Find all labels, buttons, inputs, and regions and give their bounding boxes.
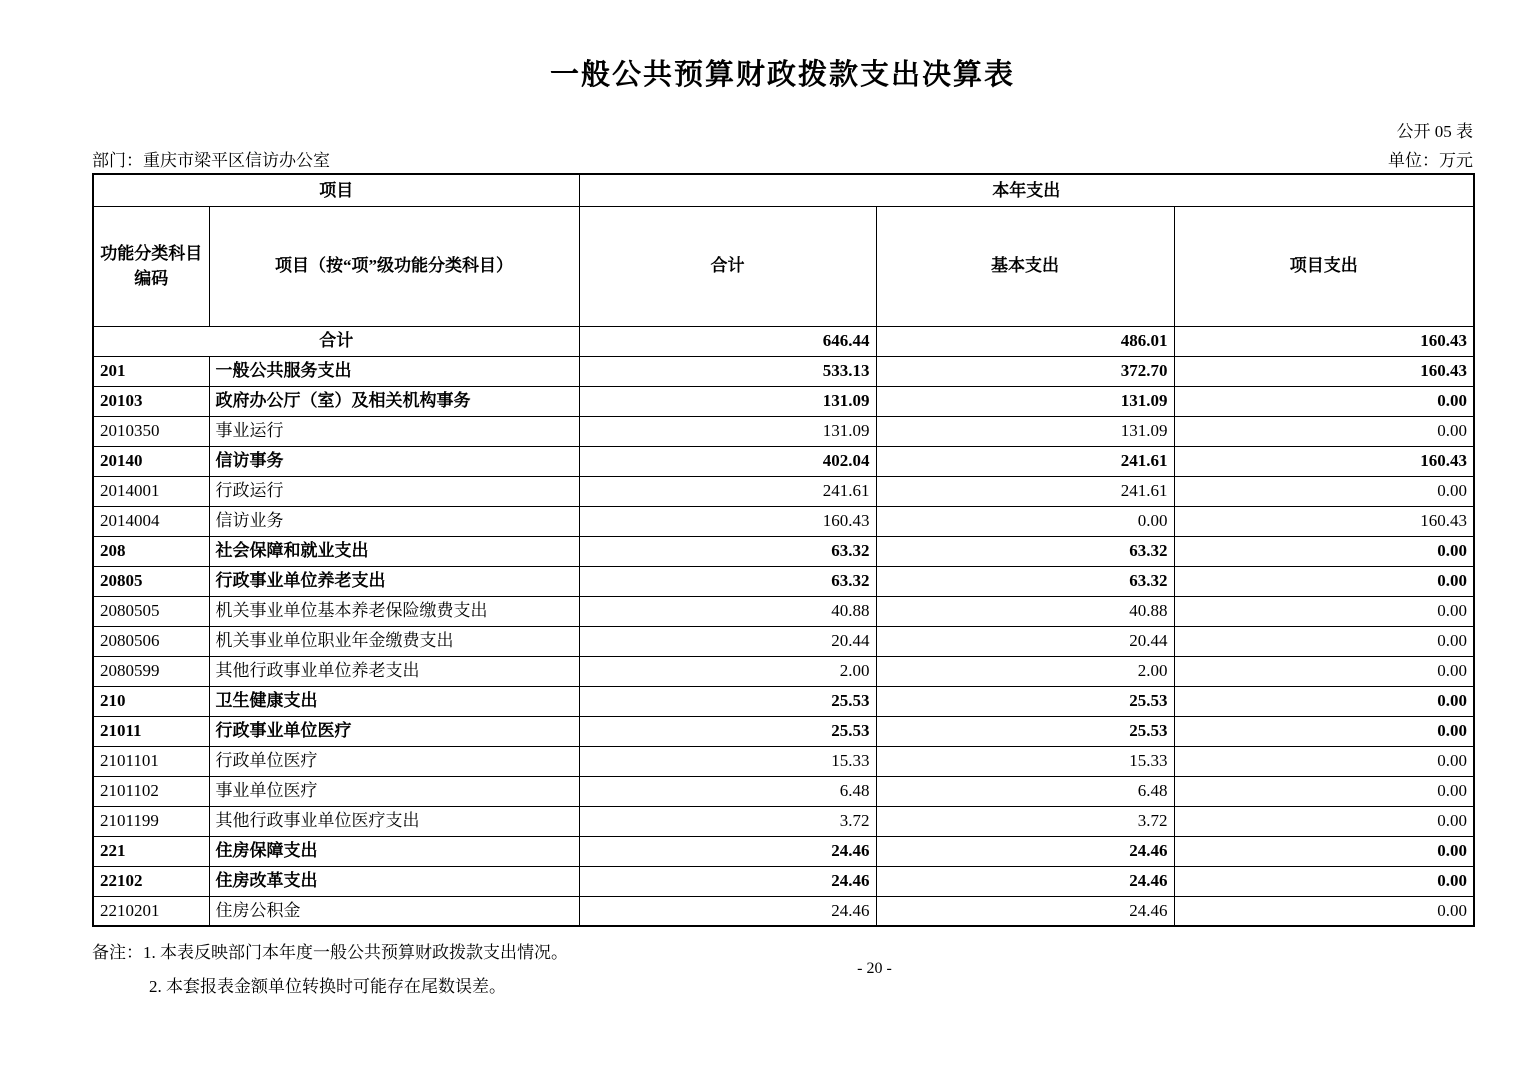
header-group-row [93, 174, 1474, 206]
row-name: 事业运行 [209, 416, 579, 446]
row-total: 24.46 [579, 866, 876, 896]
row-total: 241.61 [579, 476, 876, 506]
table-row [93, 416, 1474, 446]
row-code: 2101199 [93, 806, 209, 836]
header-columns-row [93, 206, 1474, 326]
table-row [93, 566, 1474, 596]
row-basic: 63.32 [876, 566, 1174, 596]
row-name: 社会保障和就业支出 [209, 536, 579, 566]
row-name: 信访业务 [209, 506, 579, 536]
table-row [93, 866, 1474, 896]
row-name: 行政事业单位养老支出 [209, 566, 579, 596]
row-project: 0.00 [1174, 896, 1474, 926]
row-project: 0.00 [1174, 536, 1474, 566]
table-row [93, 656, 1474, 686]
total-row-label: 合计 [93, 326, 579, 356]
row-name: 一般公共服务支出 [209, 356, 579, 386]
row-project: 160.43 [1174, 506, 1474, 536]
table-meta-row [92, 146, 1473, 171]
row-project: 0.00 [1174, 566, 1474, 596]
row-name: 行政运行 [209, 476, 579, 506]
row-project: 0.00 [1174, 416, 1474, 446]
header-group-current-year: 本年支出 [579, 174, 1474, 206]
table-row [93, 596, 1474, 626]
table-row [93, 386, 1474, 416]
row-code: 22102 [93, 866, 209, 896]
row-name: 其他行政事业单位养老支出 [209, 656, 579, 686]
row-code: 201 [93, 356, 209, 386]
row-basic: 2.00 [876, 656, 1174, 686]
row-basic: 40.88 [876, 596, 1174, 626]
row-code: 20140 [93, 446, 209, 476]
row-project: 0.00 [1174, 776, 1474, 806]
row-name: 住房公积金 [209, 896, 579, 926]
row-project: 0.00 [1174, 386, 1474, 416]
row-total: 40.88 [579, 596, 876, 626]
row-total: 160.43 [579, 506, 876, 536]
row-code: 21011 [93, 716, 209, 746]
table-header [93, 174, 1474, 326]
row-basic: 241.61 [876, 476, 1174, 506]
table-code-label: 公开 05 表 [1396, 122, 1473, 141]
table-row [93, 626, 1474, 656]
total-row-total: 646.44 [579, 326, 876, 356]
row-total: 63.32 [579, 566, 876, 596]
row-total: 131.09 [579, 416, 876, 446]
note-line-2: 2. 本套报表金额单位转换时可能存在尾数误差。 [149, 977, 506, 996]
row-basic: 3.72 [876, 806, 1174, 836]
row-basic: 24.46 [876, 896, 1174, 926]
row-code: 2010350 [93, 416, 209, 446]
header-col-total: 合计 [579, 206, 876, 326]
row-project: 160.43 [1174, 446, 1474, 476]
row-basic: 131.09 [876, 386, 1174, 416]
row-total: 402.04 [579, 446, 876, 476]
row-basic: 25.53 [876, 686, 1174, 716]
table-row [93, 686, 1474, 716]
header-col-basic: 基本支出 [876, 206, 1174, 326]
unit-label: 单位：万元 [1388, 151, 1473, 170]
row-total: 24.46 [579, 836, 876, 866]
page-title: 一般公共预算财政拨款支出决算表 [549, 59, 1015, 91]
row-total: 24.46 [579, 896, 876, 926]
row-code: 2080506 [93, 626, 209, 656]
row-total: 6.48 [579, 776, 876, 806]
row-total: 131.09 [579, 386, 876, 416]
row-total: 20.44 [579, 626, 876, 656]
total-row-basic: 486.01 [876, 326, 1174, 356]
row-code: 210 [93, 686, 209, 716]
header-col-item: 项目（按“项”级功能分类科目） [209, 206, 579, 326]
row-project: 0.00 [1174, 686, 1474, 716]
table-row [93, 806, 1474, 836]
table-row [93, 356, 1474, 386]
row-basic: 0.00 [876, 506, 1174, 536]
table-body [93, 326, 1474, 926]
row-total: 25.53 [579, 686, 876, 716]
table-row [93, 536, 1474, 566]
table-row [93, 896, 1474, 926]
row-basic: 24.46 [876, 866, 1174, 896]
row-name: 住房保障支出 [209, 836, 579, 866]
budget-table [92, 173, 1475, 927]
row-code: 2014004 [93, 506, 209, 536]
row-code: 208 [93, 536, 209, 566]
row-name: 机关事业单位基本养老保险缴费支出 [209, 596, 579, 626]
row-name: 行政单位医疗 [209, 746, 579, 776]
table-row [93, 746, 1474, 776]
row-total: 533.13 [579, 356, 876, 386]
row-basic: 20.44 [876, 626, 1174, 656]
row-project: 0.00 [1174, 656, 1474, 686]
row-total: 2.00 [579, 656, 876, 686]
row-name: 行政事业单位医疗 [209, 716, 579, 746]
row-basic: 15.33 [876, 746, 1174, 776]
row-code: 221 [93, 836, 209, 866]
row-basic: 6.48 [876, 776, 1174, 806]
row-project: 0.00 [1174, 836, 1474, 866]
row-basic: 372.70 [876, 356, 1174, 386]
row-basic: 25.53 [876, 716, 1174, 746]
row-total: 15.33 [579, 746, 876, 776]
row-basic: 24.46 [876, 836, 1174, 866]
table-row [93, 716, 1474, 746]
row-basic: 241.61 [876, 446, 1174, 476]
department-label: 部门：重庆市梁平区信访办公室 [92, 151, 330, 170]
row-code: 2080599 [93, 656, 209, 686]
table-row [93, 836, 1474, 866]
row-project: 0.00 [1174, 476, 1474, 506]
row-project: 0.00 [1174, 626, 1474, 656]
table-row [93, 476, 1474, 506]
row-project: 160.43 [1174, 356, 1474, 386]
row-project: 0.00 [1174, 716, 1474, 746]
row-name: 其他行政事业单位医疗支出 [209, 806, 579, 836]
total-row-project: 160.43 [1174, 326, 1474, 356]
row-total: 63.32 [579, 536, 876, 566]
row-project: 0.00 [1174, 746, 1474, 776]
row-code: 2101101 [93, 746, 209, 776]
header-col-project: 项目支出 [1174, 206, 1474, 326]
note-line-1: 备注：1. 本表反映部门本年度一般公共预算财政拨款支出情况。 [92, 943, 568, 962]
row-name: 信访事务 [209, 446, 579, 476]
table-row [93, 446, 1474, 476]
row-name: 住房改革支出 [209, 866, 579, 896]
row-project: 0.00 [1174, 806, 1474, 836]
row-code: 2210201 [93, 896, 209, 926]
table-row [93, 506, 1474, 536]
row-name: 事业单位医疗 [209, 776, 579, 806]
row-code: 2080505 [93, 596, 209, 626]
page-number: - 20 - [857, 960, 892, 977]
row-total: 3.72 [579, 806, 876, 836]
header-col-code: 功能分类科目编码 [93, 206, 209, 326]
row-basic: 63.32 [876, 536, 1174, 566]
row-code: 20805 [93, 566, 209, 596]
row-name: 政府办公厅（室）及相关机构事务 [209, 386, 579, 416]
row-basic: 131.09 [876, 416, 1174, 446]
row-name: 机关事业单位职业年金缴费支出 [209, 626, 579, 656]
header-group-item: 项目 [93, 174, 579, 206]
row-project: 0.00 [1174, 596, 1474, 626]
document-page [92, 0, 1473, 1004]
row-project: 0.00 [1174, 866, 1474, 896]
row-code: 2014001 [93, 476, 209, 506]
table-row [93, 776, 1474, 806]
row-name: 卫生健康支出 [209, 686, 579, 716]
row-total: 25.53 [579, 716, 876, 746]
table-total-row [93, 326, 1474, 356]
row-code: 20103 [93, 386, 209, 416]
row-code: 2101102 [93, 776, 209, 806]
